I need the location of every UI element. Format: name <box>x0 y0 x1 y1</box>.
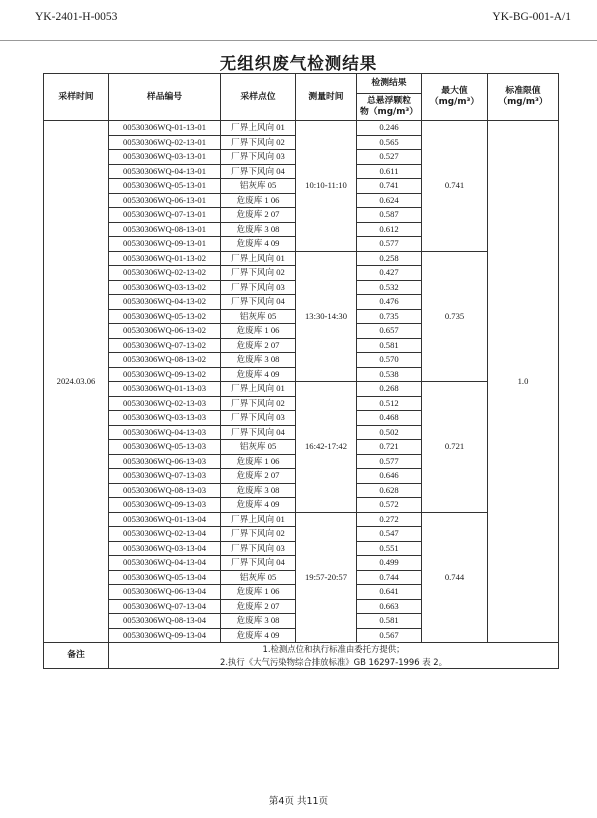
sample-id-cell: 00530306WQ-08-13-03 <box>109 483 221 498</box>
sample-point-cell: 危废库 2 07 <box>221 208 296 223</box>
sample-point-cell: 厂界下风向 04 <box>221 164 296 179</box>
sample-point-cell: 危废库 1 06 <box>221 324 296 339</box>
col-header-max-unit: （mg/m³） <box>429 97 480 107</box>
sample-point-cell: 危废库 4 09 <box>221 237 296 252</box>
sample-id-cell: 00530306WQ-03-13-04 <box>109 541 221 556</box>
tsp-value-cell: 0.577 <box>357 237 422 252</box>
sample-id-cell: 00530306WQ-02-13-02 <box>109 266 221 281</box>
col-header-limit-label: 标准限值 <box>505 86 541 96</box>
sample-id-cell: 00530306WQ-08-13-02 <box>109 353 221 368</box>
note-line-1: 1.检测点位和执行标准由委托方提供； <box>262 644 405 654</box>
sample-point-cell: 厂界下风向 03 <box>221 541 296 556</box>
tsp-value-cell: 0.657 <box>357 324 422 339</box>
sample-id-cell: 00530306WQ-07-13-03 <box>109 469 221 484</box>
sample-id-cell: 00530306WQ-04-13-02 <box>109 295 221 310</box>
sample-id-cell: 00530306WQ-06-13-02 <box>109 324 221 339</box>
sample-id-cell: 00530306WQ-02-13-01 <box>109 135 221 150</box>
tsp-value-cell: 0.646 <box>357 469 422 484</box>
sample-point-cell: 危废库 1 06 <box>221 193 296 208</box>
max-value-cell: 0.744 <box>422 512 488 643</box>
sample-id-cell: 00530306WQ-05-13-01 <box>109 179 221 194</box>
sample-id-cell: 00530306WQ-06-13-01 <box>109 193 221 208</box>
max-value-cell: 0.721 <box>422 382 488 513</box>
measure-time-cell: 10:10-11:10 <box>296 121 357 252</box>
sample-point-cell: 厂界下风向 02 <box>221 396 296 411</box>
tsp-value-cell: 0.628 <box>357 483 422 498</box>
form-number: YK-BG-001-A/1 <box>492 11 571 23</box>
table-row <box>44 382 559 397</box>
sample-id-cell: 00530306WQ-01-13-02 <box>109 251 221 266</box>
tsp-value-cell: 0.532 <box>357 280 422 295</box>
sample-point-cell: 厂界下风向 02 <box>221 527 296 542</box>
col-header-sample-point: 采样点位 <box>221 74 296 121</box>
sample-id-cell: 00530306WQ-01-13-03 <box>109 382 221 397</box>
tsp-value-cell: 0.741 <box>357 179 422 194</box>
tsp-value-cell: 0.258 <box>357 251 422 266</box>
col-header-limit <box>488 74 559 121</box>
sample-id-cell: 00530306WQ-03-13-01 <box>109 150 221 165</box>
sample-id-cell: 00530306WQ-08-13-01 <box>109 222 221 237</box>
tsp-value-cell: 0.502 <box>357 425 422 440</box>
tsp-value-cell: 0.427 <box>357 266 422 281</box>
tsp-value-cell: 0.572 <box>357 498 422 513</box>
tsp-value-cell: 0.567 <box>357 628 422 643</box>
sample-point-cell: 铝灰库 05 <box>221 570 296 585</box>
tsp-value-cell: 0.565 <box>357 135 422 150</box>
sample-point-cell: 厂界下风向 02 <box>221 266 296 281</box>
sample-id-cell: 00530306WQ-04-13-04 <box>109 556 221 571</box>
tsp-value-cell: 0.744 <box>357 570 422 585</box>
table-row <box>44 121 559 136</box>
tsp-value-cell: 0.268 <box>357 382 422 397</box>
sample-point-cell: 危废库 2 07 <box>221 338 296 353</box>
tsp-value-cell: 0.476 <box>357 295 422 310</box>
results-body <box>44 121 559 643</box>
notes-label: 备注 <box>44 643 109 669</box>
sample-point-cell: 危废库 4 09 <box>221 498 296 513</box>
tsp-value-cell: 0.547 <box>357 527 422 542</box>
note-line-2: 2.执行《大气污染物综合排放标准》GB 16297-1996 表 2。 <box>220 656 447 667</box>
sample-point-cell: 危废库 4 09 <box>221 367 296 382</box>
tsp-value-cell: 0.527 <box>357 150 422 165</box>
sample-id-cell: 00530306WQ-04-13-01 <box>109 164 221 179</box>
limit-value-cell: 1.0 <box>488 121 559 643</box>
sample-id-cell: 00530306WQ-01-13-04 <box>109 512 221 527</box>
sample-id-cell: 00530306WQ-01-13-01 <box>109 121 221 136</box>
sample-point-cell: 危废库 1 06 <box>221 454 296 469</box>
sample-point-cell: 厂界上风向 01 <box>221 251 296 266</box>
sample-id-cell: 00530306WQ-07-13-02 <box>109 338 221 353</box>
sample-point-cell: 厂界下风向 04 <box>221 295 296 310</box>
sample-point-cell: 厂界下风向 03 <box>221 150 296 165</box>
col-header-sample-time: 采样时间 <box>44 74 109 121</box>
sample-point-cell: 危废库 3 08 <box>221 222 296 237</box>
measure-time-cell: 16:42-17:42 <box>296 382 357 513</box>
sample-point-cell: 厂界下风向 02 <box>221 135 296 150</box>
sample-id-cell: 00530306WQ-06-13-04 <box>109 585 221 600</box>
sample-id-cell: 00530306WQ-05-13-02 <box>109 309 221 324</box>
sample-point-cell: 厂界下风向 04 <box>221 425 296 440</box>
tsp-value-cell: 0.663 <box>357 599 422 614</box>
tsp-value-cell: 0.612 <box>357 222 422 237</box>
table-row <box>44 251 559 266</box>
sample-point-cell: 厂界上风向 01 <box>221 512 296 527</box>
tsp-value-cell: 0.611 <box>357 164 422 179</box>
notes-content <box>109 643 559 669</box>
tsp-value-cell: 0.581 <box>357 338 422 353</box>
sample-id-cell: 00530306WQ-02-13-04 <box>109 527 221 542</box>
col-header-max <box>422 74 488 121</box>
sample-point-cell: 危废库 3 08 <box>221 483 296 498</box>
sample-point-cell: 危废库 1 06 <box>221 585 296 600</box>
sample-point-cell: 危废库 4 09 <box>221 628 296 643</box>
sample-id-cell: 00530306WQ-04-13-03 <box>109 425 221 440</box>
page-number: 第4页 共11页 <box>268 796 329 807</box>
col-header-max-label: 最大值 <box>441 86 468 96</box>
tsp-value-cell: 0.468 <box>357 411 422 426</box>
results-table <box>43 73 559 669</box>
tsp-value-cell: 0.624 <box>357 193 422 208</box>
sample-id-cell: 00530306WQ-03-13-03 <box>109 411 221 426</box>
sample-point-cell: 厂界上风向 01 <box>221 121 296 136</box>
sample-point-cell: 厂界下风向 03 <box>221 280 296 295</box>
sample-point-cell: 厂界下风向 04 <box>221 556 296 571</box>
measure-time-cell: 13:30-14:30 <box>296 251 357 382</box>
col-header-tsp-unit: 物（mg/m³） <box>359 107 419 117</box>
tsp-value-cell: 0.721 <box>357 440 422 455</box>
tsp-value-cell: 0.570 <box>357 353 422 368</box>
max-value-cell: 0.735 <box>422 251 488 382</box>
tsp-value-cell: 0.577 <box>357 454 422 469</box>
tsp-value-cell: 0.587 <box>357 208 422 223</box>
tsp-value-cell: 0.512 <box>357 396 422 411</box>
sample-id-cell: 00530306WQ-09-13-01 <box>109 237 221 252</box>
sample-id-cell: 00530306WQ-05-13-04 <box>109 570 221 585</box>
col-header-measure-time: 测量时间 <box>296 74 357 121</box>
page-title: 无组织废气检测结果 <box>219 54 378 73</box>
sample-point-cell: 铝灰库 05 <box>221 440 296 455</box>
tsp-value-cell: 0.272 <box>357 512 422 527</box>
sample-point-cell: 厂界下风向 03 <box>221 411 296 426</box>
sample-point-cell: 危废库 3 08 <box>221 614 296 629</box>
col-header-result: 检测结果 <box>357 74 422 94</box>
col-header-tsp <box>357 94 422 121</box>
tsp-value-cell: 0.499 <box>357 556 422 571</box>
table-row <box>44 512 559 527</box>
max-value-cell: 0.741 <box>422 121 488 252</box>
sample-point-cell: 危废库 2 07 <box>221 469 296 484</box>
sample-point-cell: 厂界上风向 01 <box>221 382 296 397</box>
tsp-value-cell: 0.735 <box>357 309 422 324</box>
sample-id-cell: 00530306WQ-07-13-01 <box>109 208 221 223</box>
report-number: YK-2401-H-0053 <box>35 11 118 23</box>
sample-id-cell: 00530306WQ-07-13-04 <box>109 599 221 614</box>
tsp-value-cell: 0.581 <box>357 614 422 629</box>
col-header-limit-unit: （mg/m³） <box>498 97 548 107</box>
sample-id-cell: 00530306WQ-02-13-03 <box>109 396 221 411</box>
sample-id-cell: 00530306WQ-08-13-04 <box>109 614 221 629</box>
header-divider <box>0 40 597 41</box>
col-header-tsp-label: 总悬浮颗粒 <box>367 96 411 106</box>
sample-point-cell: 危废库 3 08 <box>221 353 296 368</box>
sample-date-cell: 2024.03.06 <box>44 121 109 643</box>
sample-id-cell: 00530306WQ-05-13-03 <box>109 440 221 455</box>
measure-time-cell: 19:57-20:57 <box>296 512 357 643</box>
sample-id-cell: 00530306WQ-09-13-03 <box>109 498 221 513</box>
sample-id-cell: 00530306WQ-09-13-04 <box>109 628 221 643</box>
col-header-sample-id: 样品编号 <box>109 74 221 121</box>
tsp-value-cell: 0.538 <box>357 367 422 382</box>
tsp-value-cell: 0.246 <box>357 121 422 136</box>
sample-point-cell: 铝灰库 05 <box>221 309 296 324</box>
tsp-value-cell: 0.551 <box>357 541 422 556</box>
sample-id-cell: 00530306WQ-03-13-02 <box>109 280 221 295</box>
tsp-value-cell: 0.641 <box>357 585 422 600</box>
sample-point-cell: 铝灰库 05 <box>221 179 296 194</box>
sample-id-cell: 00530306WQ-06-13-03 <box>109 454 221 469</box>
sample-id-cell: 00530306WQ-09-13-02 <box>109 367 221 382</box>
sample-point-cell: 危废库 2 07 <box>221 599 296 614</box>
